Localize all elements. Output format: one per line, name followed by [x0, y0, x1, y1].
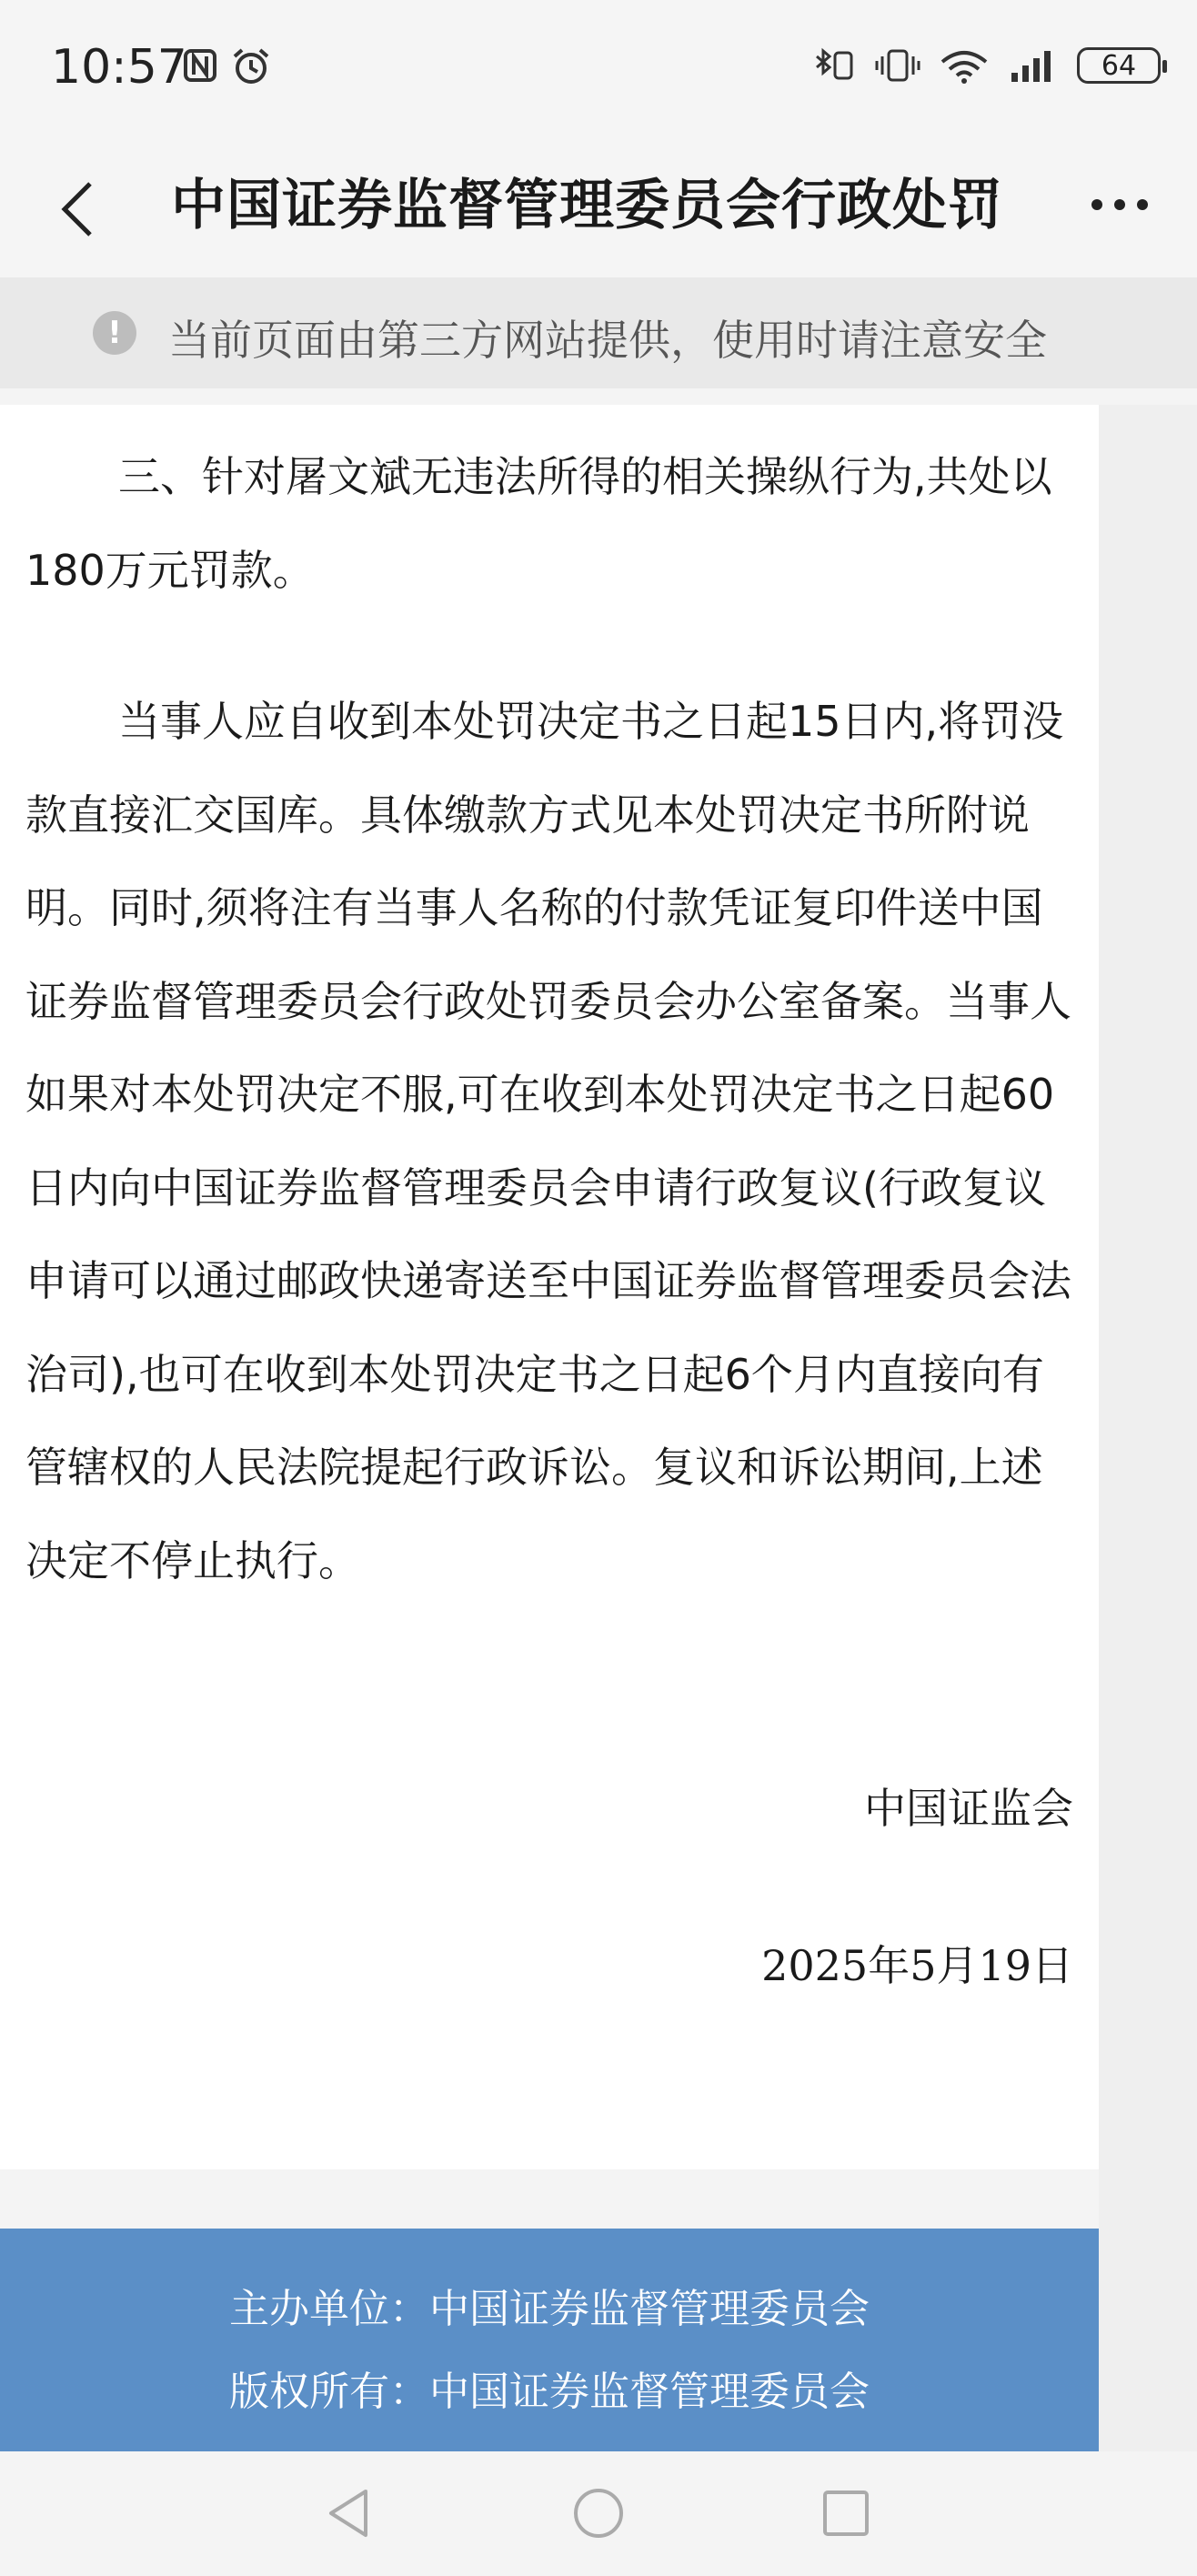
footer-sponsor: 主办单位：中国证券监督管理委员会: [229, 2286, 870, 2332]
nav-recents-button[interactable]: [814, 2486, 878, 2541]
triangle-back-icon: [326, 2488, 371, 2539]
status-time: 10:57: [51, 40, 187, 95]
third-party-warning-banner: [0, 277, 1197, 388]
status-bar: [0, 0, 1197, 136]
signature-org: 中国证监会: [864, 1784, 1073, 1833]
system-nav-bar: [0, 2451, 1197, 2576]
title-bar: [0, 136, 1197, 277]
back-button[interactable]: [45, 168, 109, 250]
signature-date: 2025年5月19日: [761, 1941, 1073, 1990]
circle-home-icon: [571, 2486, 626, 2541]
alarm-icon: [231, 47, 271, 86]
bluetooth-icon: [811, 45, 857, 86]
nav-back-button[interactable]: [317, 2486, 380, 2541]
nfc-icon: [182, 47, 218, 84]
article-paragraph: 三、针对屠文斌无违法所得的相关操纵行为,共处以180万元罚款。: [25, 452, 1052, 595]
article-paragraph: 当事人应自收到本处罚决定书之日起15日内,将罚没款直接汇交国库。具体缴款方式见本处罚决定书所附说明。同时,须将注有当事人名称的付款凭证复印件送中国证券监督管理委员会行政处罚委员会办公室备案。当事人如果对本处罚决定不服,可在收到本处罚决定书之日起60日内向中国证券监督管理委员会申请行政复议(行政复议申请可以通过邮政快递寄送至中国证券监督管理委员会法治司),也可在收到本处罚决定书之日起6个月内直接向有管辖权的人民法院提起行政诉讼。复议和诉讼期间,上述决定不停止执行。: [25, 697, 1071, 1585]
back-arrow-icon: [57, 180, 97, 238]
footer-copyright: 版权所有：中国证券监督管理委员会: [229, 2369, 870, 2415]
square-recents-icon: [820, 2488, 871, 2539]
site-footer: [0, 2229, 1099, 2451]
vibrate-icon: [875, 45, 920, 86]
exclamation-icon: !: [93, 311, 136, 355]
signal-icon: [1008, 45, 1059, 86]
more-options-button[interactable]: [1079, 177, 1161, 232]
wifi-icon: [939, 45, 990, 86]
right-gutter: [1099, 405, 1197, 2451]
page-title: 中国证券监督管理委员会行政处罚: [171, 174, 1003, 237]
more-dots-icon: [1090, 197, 1150, 212]
battery-icon: 64: [1077, 47, 1161, 84]
nav-home-button[interactable]: [567, 2486, 630, 2541]
warning-text: 当前页面由第三方网站提供，使用时请注意安全: [168, 316, 1047, 365]
article-content: [0, 405, 1099, 2169]
